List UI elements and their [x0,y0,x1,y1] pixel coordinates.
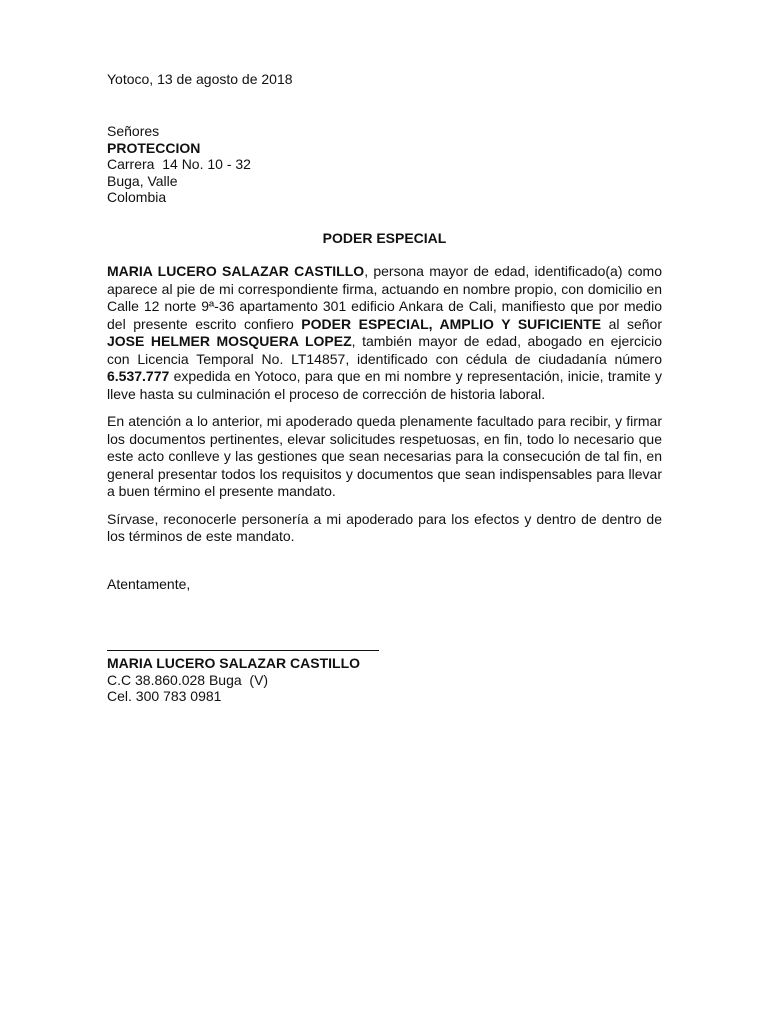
paragraph1-text-4: expedida en Yotoco, para que en mi nombre y representación, inicie, tramite y lleve hasta su culminación el proceso de corrección de historia laboral. [107,368,662,402]
signature-line [107,650,379,651]
paragraph-grant-of-power [107,263,662,403]
signer-block [107,655,360,705]
document-body [107,263,662,556]
recipient-city: Buga, Valle [107,172,178,189]
document-title: PODER ESPECIAL [322,230,447,246]
paragraph1-text-3: , también mayor de edad, abogado en ejercicio con Licencia Temporal No. LT14857, identificado con cédula de ciudadanía número [107,333,662,367]
paragraph-faculties: En atención a lo anterior, mi apoderado queda plenamente facultado para recibir, y firmar los documentos pertinentes, elevar solicitudes respetuosas, en fin, todo lo necesario que este acto conlleve y las gestiones que sean necesarias para la consecución de tal fin, en general presentar todos los requisitos y documentos que sean indispensables para llevar a buen término el presente mandato. [107,413,662,499]
signer-id: C.C 38.860.028 Buga (V) [107,671,269,688]
id-number: 6.537.777 [107,368,170,384]
signer-phone: Cel. 300 783 0981 [107,688,222,704]
recipient-block [107,123,251,206]
signer-name: MARIA LUCERO SALAZAR CASTILLO [107,655,361,671]
attorney-name: JOSE HELMER MOSQUERA LOPEZ [107,333,352,349]
closing-line: Atentamente, [107,576,191,592]
recipient-company: PROTECCION [107,139,201,156]
recipient-country: Colombia [107,189,167,205]
paragraph1-text-1: , persona mayor de edad, identificado(a) como aparece al pie de mi correspondiente firma, actuando en nombre propio, con domicilio en Calle 12 norte 9ª-36 apartamento 301 edificio Ankara de Cali, manifiesto que por medio del presente escrito confiero [107,263,662,332]
date-line: Yotoco, 13 de agosto de 2018 [107,71,293,87]
recipient-address: Carrera 14 No. 10 - 32 [107,156,251,172]
paragraph1-text-2: al señor [601,315,663,332]
power-type: PODER ESPECIAL, AMPLIO Y SUFICIENTE [301,315,602,332]
paragraph-request: Sírvase, reconocerle personería a mi apoderado para los efectos y dentro de dentro de los términos de este mandato. [107,510,662,544]
grantor-name: MARIA LUCERO SALAZAR CASTILLO [107,263,365,279]
recipient-salutation: Señores [107,123,160,139]
